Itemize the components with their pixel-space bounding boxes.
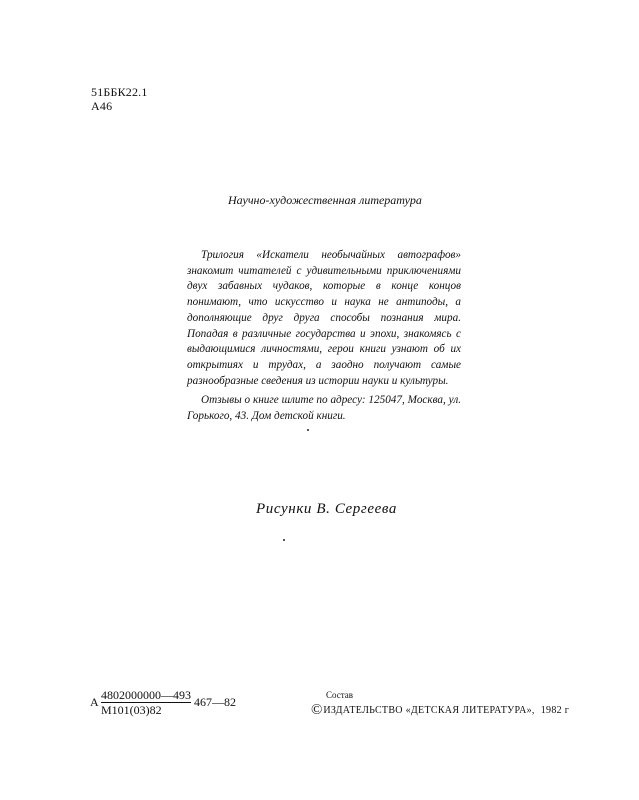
- compiled-label: Состав: [326, 690, 354, 700]
- copyright-icon: ©: [311, 702, 323, 718]
- author-mark: А46: [91, 99, 113, 113]
- annotation-block: [187, 248, 461, 425]
- publisher-name: ИЗДАТЕЛЬСТВО «ДЕТСКАЯ ЛИТЕРАТУРА»,: [323, 704, 535, 716]
- print-speck: [283, 539, 285, 541]
- copyright-line: [311, 703, 569, 717]
- classification-block: [91, 85, 148, 113]
- annotation-summary: Трилогия «Искатели необычайных автографов» знакомит читателей с удивительными приключениями двух забавных чудаков, которые в конце концов понимают, что искусство и наука не антиподы, а дополняющие друг друга способы познания мира. Попадая в различные государства и эпохи, знакомясь с выдающимися личностями, герои книги узнают об их открытиях и трудах, а заодно получают самые разнообразные сведения из истории науки и культуры.: [187, 249, 461, 387]
- genre-label: Научно-художественная литература: [228, 193, 422, 207]
- copyright-year: 1982 г: [540, 704, 570, 716]
- reviews-address: Отзывы о книге шлите по адресу: 125047, Москва, ул. Горького, 43. Дом детской книги.: [187, 394, 461, 423]
- index-numerator: 4802000000—493: [101, 688, 191, 702]
- index-letter: А: [90, 695, 99, 709]
- index-denominator: М101(03)82: [101, 703, 162, 717]
- index-tail: 467—82: [194, 695, 236, 709]
- print-speck: [307, 429, 309, 431]
- illustrations-credit: Рисунки В. Сергеева: [256, 501, 397, 517]
- index-fraction: [101, 688, 191, 717]
- bbk-code: 51ББК22.1: [91, 85, 148, 99]
